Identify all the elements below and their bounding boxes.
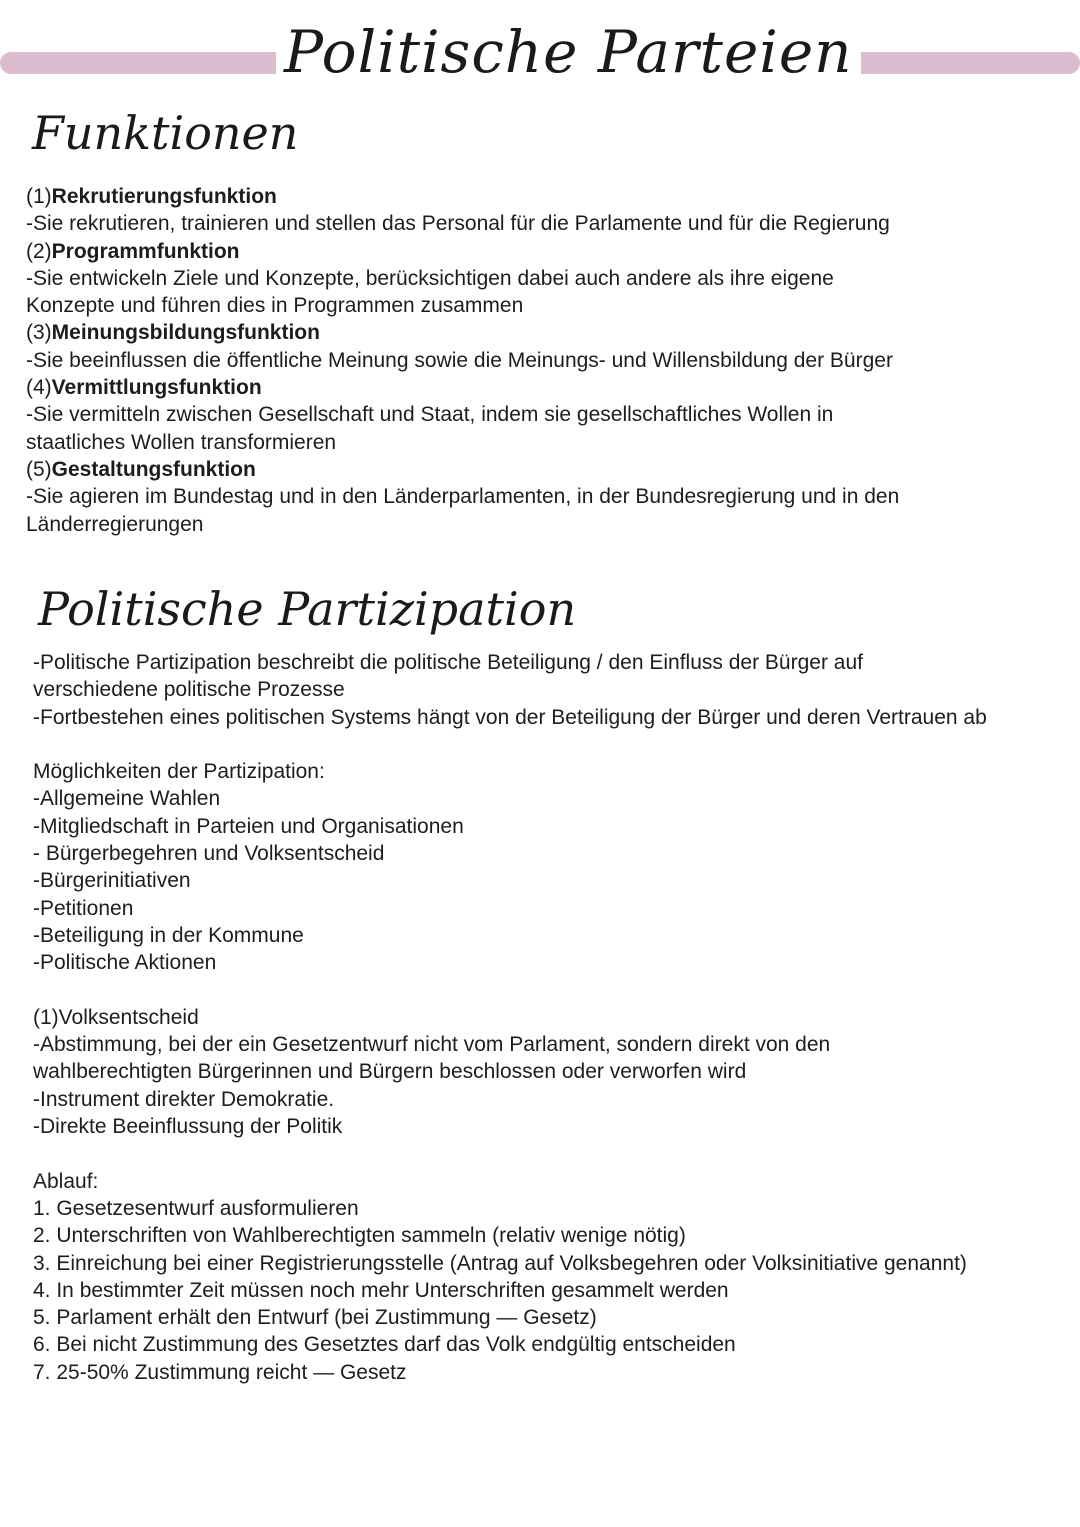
volksentscheid-heading: (1)Volksentscheid	[33, 1005, 199, 1029]
page-title: Politische Parteien	[276, 18, 861, 86]
funktion-item	[26, 238, 1056, 320]
ablauf-step: 4. In bestimmter Zeit müssen noch mehr Unterschriften gesammelt werden	[33, 1278, 729, 1302]
list-item: -Mitgliedschaft in Parteien und Organisationen	[33, 814, 464, 838]
ablauf-step: 1. Gesetzesentwurf ausformulieren	[33, 1196, 359, 1220]
list-item: -Beteiligung in der Kommune	[33, 923, 304, 947]
ablauf-step: 3. Einreichung bei einer Registrierungsstelle (Antrag auf Volksbegehren oder Volksinitiative genannt)	[33, 1251, 967, 1275]
list-item: - Bürgerbegehren und Volksentscheid	[33, 842, 385, 866]
funktion-item	[26, 374, 1056, 456]
ablauf-step: 2. Unterschriften von Wahlberechtigten sammeln (relativ wenige nötig)	[33, 1224, 686, 1248]
ablauf-heading: Ablauf:	[33, 1169, 99, 1193]
intro-paragraph: -Politische Partizipation beschreibt die politische Beteiligung / den Einfluss der Bürger auf verschiedene politische Prozesse	[33, 651, 863, 702]
funktion-description: -Sie rekrutieren, trainieren und stellen das Personal für die Parlamente und für die Regierung	[26, 212, 890, 236]
intro-paragraph: -Fortbestehen eines politischen Systems hängt von der Beteiligung der Bürger und deren Vertrauen ab	[33, 705, 987, 729]
funktion-number: (4)	[26, 376, 52, 400]
partizipation-section	[33, 649, 1063, 1386]
funktion-number: (1)	[26, 185, 52, 208]
funktionen-section	[26, 183, 1056, 538]
ablauf-step: 7. 25-50% Zustimmung reicht — Gesetz	[33, 1360, 407, 1384]
list-item: -Allgemeine Wahlen	[33, 787, 221, 811]
ablauf-steps	[33, 1195, 1063, 1386]
funktion-item	[26, 183, 1056, 238]
ablauf-step: 6. Bei nicht Zustimmung des Gesetztes darf das Volk endgültig entscheiden	[33, 1333, 736, 1357]
ablauf-step: 5. Parlament erhält den Entwurf (bei Zustimmung — Gesetz)	[33, 1306, 597, 1330]
list-item: -Politische Aktionen	[33, 951, 217, 975]
funktion-description: -Sie agieren im Bundestag und in den Länderparlamenten, in der Bundesregierung und in den Länderregierungen	[26, 485, 900, 536]
list-item: -Bürgerinitiativen	[33, 869, 191, 893]
funktion-name: Gestaltungsfunktion	[51, 457, 256, 481]
funktion-description: -Sie entwickeln Ziele und Konzepte, berücksichtigen dabei auch andere als ihre eigene Konzepte und führen dies in Programmen zusammen	[26, 266, 834, 318]
funktion-item	[26, 456, 1056, 538]
funktion-name: Programmfunktion	[51, 239, 240, 263]
funktion-name: Rekrutierungsfunktion	[51, 185, 277, 208]
volksentscheid-point: -Direkte Beeinflussung der Politik	[33, 1115, 343, 1139]
funktion-name: Vermittlungsfunktion	[51, 376, 262, 400]
funktion-name: Meinungsbildungsfunktion	[51, 321, 320, 345]
partizipation-heading: Politische Partizipation	[38, 582, 577, 636]
volksentscheid-point: -Abstimmung, bei der ein Gesetzentwurf nicht vom Parlament, sondern direkt von den wahlberechtigten Bürgerinnen und Bürgern beschlossen oder verworfen wird	[33, 1033, 831, 1084]
funktion-number: (3)	[26, 321, 52, 345]
moeglichkeiten-heading: Möglichkeiten der Partizipation:	[33, 760, 325, 784]
funktion-number: (5)	[26, 457, 52, 481]
funktion-description: -Sie beeinflussen die öffentliche Meinung sowie die Meinungs- und Willensbildung der Bürger	[26, 348, 893, 372]
volksentscheid-point: -Instrument direkter Demokratie.	[33, 1087, 335, 1111]
funktion-item	[26, 319, 1056, 374]
funktion-number: (2)	[26, 239, 52, 263]
funktion-description: -Sie vermitteln zwischen Gesellschaft und Staat, indem sie gesellschaftliches Wollen in staatliches Wollen transformieren	[26, 403, 834, 454]
list-item: -Petitionen	[33, 896, 134, 920]
funktionen-heading: Funktionen	[32, 106, 299, 160]
